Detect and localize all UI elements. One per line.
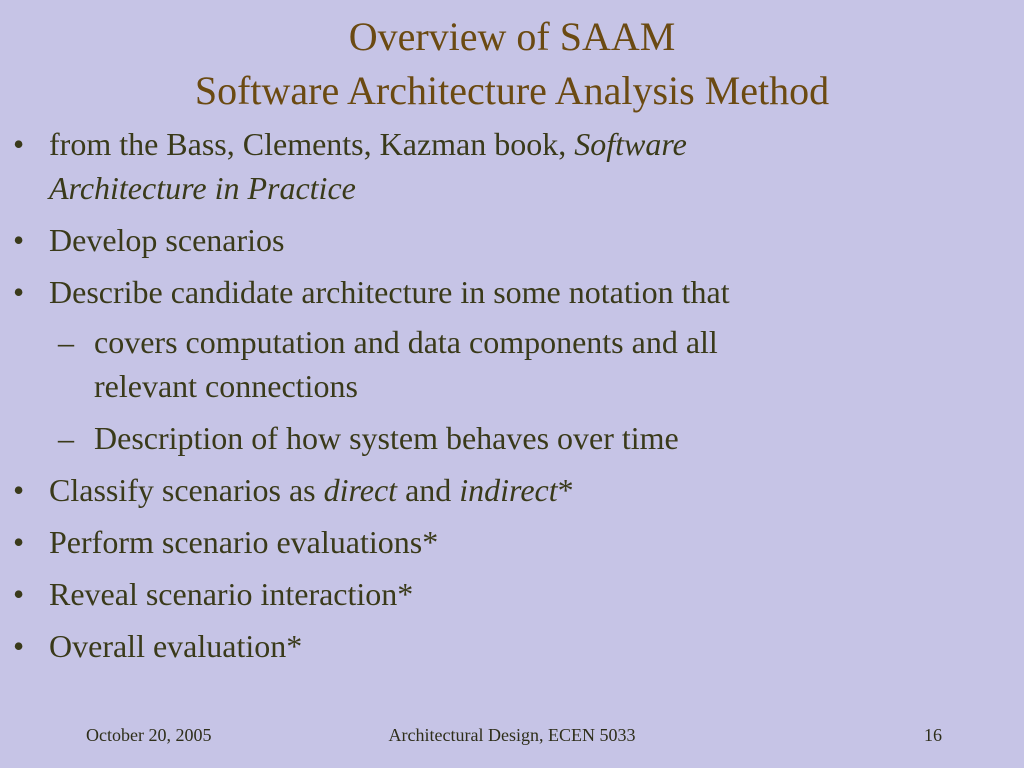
bullet-marker: • [13,628,25,664]
list-item-text: Description of how system behaves over time [94,420,679,456]
footer-date: October 20, 2005 [86,725,212,745]
list-item-text: from the Bass, Clements, Kazman book, Software [49,126,687,162]
bullet-marker: • [13,274,25,310]
bullet-marker: • [13,222,25,258]
footer-course: Architectural Design, ECEN 5033 [388,725,636,745]
list-item-continuation: Architecture in Practice [49,170,356,206]
dash-marker: – [58,324,74,360]
sub-list-item [0,320,718,408]
list-item-text: Develop scenarios [49,222,285,258]
bullet-marker: • [13,472,25,508]
indirect-emphasis: indirect [459,472,558,508]
list-item [0,624,302,668]
list-item-text: Classify scenarios as direct and indirect* [49,472,574,508]
bullet-marker: • [13,524,25,560]
list-item [0,218,284,262]
list-item-text: Overall evaluation* [49,628,303,664]
bullet-marker: • [13,576,25,612]
slide-subtitle: Software Architecture Analysis Method [194,68,830,113]
list-item-text: Perform scenario evaluations* [49,524,439,560]
slide-title: Overview of SAAM [348,14,676,59]
list-item [0,572,413,616]
book-title-emphasis: Software [574,126,687,162]
list-item [0,520,438,564]
bullet-marker: • [13,126,25,162]
list-item-continuation: relevant connections [94,368,358,404]
sub-list-item [0,416,679,460]
list-item [0,468,574,512]
list-item [0,122,687,210]
list-item [0,270,730,314]
list-item-text: Reveal scenario interaction* [49,576,414,612]
direct-emphasis: direct [323,472,398,508]
page-number: 16 [924,725,942,745]
list-item-text: covers computation and data components and all [94,324,718,360]
list-item-text: Describe candidate architecture in some notation that [49,274,730,310]
dash-marker: – [58,420,74,456]
